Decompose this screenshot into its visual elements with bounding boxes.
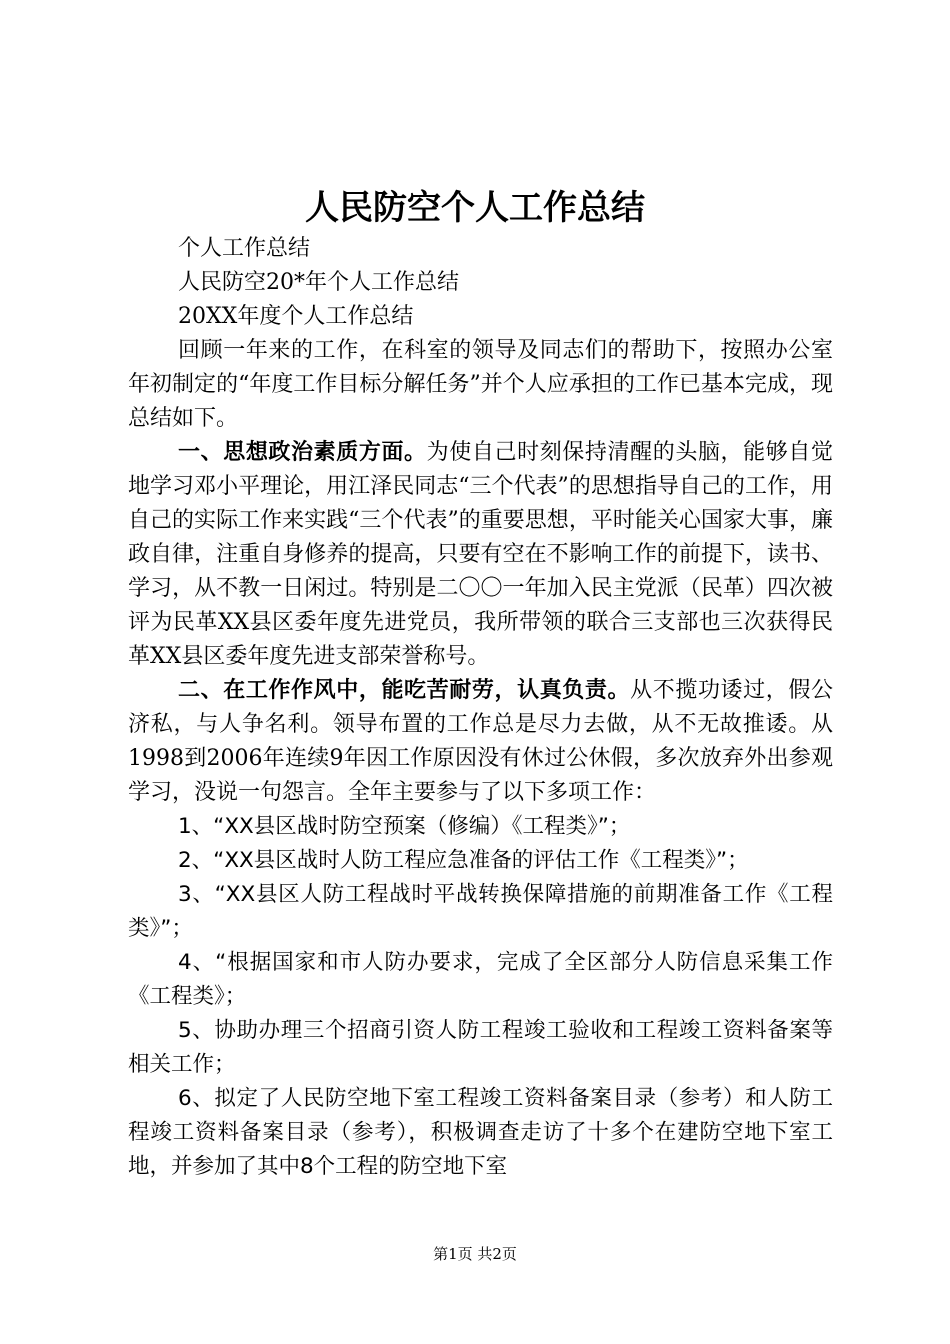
work-item-list (128, 810, 833, 1184)
list-item: 5、协助办理三个招商引资人防工程竣工验收和工程竣工资料备案等相关工作； (128, 1018, 833, 1077)
section-paragraph-2 (128, 674, 833, 810)
section-heading-2: 二、在工作作风中，能吃苦耐劳，认真负责。 (178, 678, 631, 703)
subtitle-line: 20XX年度个人工作总结 (178, 304, 414, 329)
subtitle-line: 人民防空20*年个人工作总结 (178, 270, 459, 295)
document-title: 人民防空个人工作总结 (305, 188, 645, 228)
page-number-footer: 第1页 共2页 (433, 1245, 517, 1263)
document-body (128, 232, 833, 1184)
intro-paragraph: 回顾一年来的工作，在科室的领导及同志们的帮助下，按照办公室年初制定的“年度工作目标分解任务”并个人应承担的工作已基本完成，现总结如下。 (128, 338, 833, 431)
list-item: 2、“XX县区战时人防工程应急准备的评估工作《工程类》”； (178, 848, 749, 873)
list-item: 1、“XX县区战时防空预案（修编）《工程类》”； (178, 814, 631, 839)
section-heading-1: 一、思想政治素质方面。 (178, 440, 427, 465)
section-paragraph-1 (128, 436, 833, 674)
section-text-2: 从不揽功诿过，假公济私，与人争名利。领导布置的工作总是尽力去做，从不无故推诿。从1998到2006年连续9年因工作原因没有休过公休假，多次放弃外出参观学习，没说一句怨言。全年主要参与了以下多项工作： (128, 678, 833, 805)
subtitle-line: 个人工作总结 (178, 236, 311, 261)
list-item: 3、“XX县区人防工程战时平战转换保障措施的前期准备工作《工程类》”； (128, 882, 833, 941)
section-text-1: 为使自己时刻保持清醒的头脑，能够自觉地学习邓小平理论，用江泽民同志“三个代表”的思想指导自己的工作，用自己的实际工作来实践“三个代表”的重要思想，平时能关心国家大事，廉政自律，注重自身修养的提高，只要有空在不影响工作的前提下，读书、学习，从不教一日闲过。特别是二〇〇一年加入民主党派（民革）四次被评为民革XX县区委年度先进党员，我所带领的联合三支部也三次获得民革XX县区委年度先进支部荣誉称号。 (128, 440, 833, 669)
list-item: 6、拟定了人民防空地下室工程竣工资料备案目录（参考）和人防工程竣工资料备案目录（参考），积极调查走访了十多个在建防空地下室工地，并参加了其中8个工程的防空地下室 (128, 1086, 833, 1179)
list-item: 4、“根据国家和市人防办要求，完成了全区部分人防信息采集工作《工程类》； (128, 950, 833, 1009)
